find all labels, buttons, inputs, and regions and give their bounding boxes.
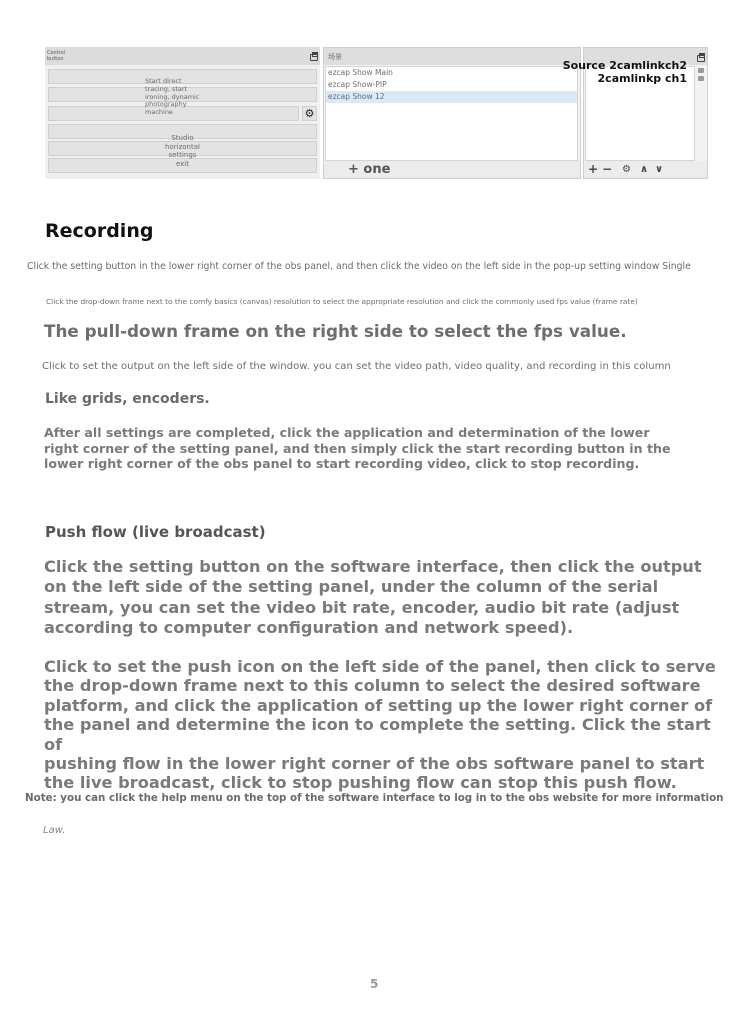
sources-toolbar <box>584 161 707 178</box>
virtual-camera-settings-button[interactable] <box>302 106 317 121</box>
recording-step-3: The pull-down frame on the right side to select the fps value. <box>44 321 627 341</box>
add-source-icon[interactable]: + <box>588 162 599 176</box>
gear-icon: ⚙ <box>304 107 315 120</box>
scene-item-selected[interactable]: ezcap Show 12 <box>326 91 577 103</box>
scenes-toolbar <box>324 161 580 178</box>
push-flow-heading: Push flow (live broadcast) <box>45 523 266 541</box>
recording-step-1: Click the setting button in the lower right corner of the obs panel, and then click the video on the left side in the pop-up setting window Single <box>27 261 691 272</box>
recording-heading: Recording <box>45 220 154 242</box>
page-number: 5 <box>370 977 379 991</box>
recording-step-4: Click to set the output on the left side of the window. you can set the video path, video quality, and recording in this column <box>42 361 671 372</box>
recording-step-2: Click the drop-down frame next to the comfy basics (canvas) resolution to select the appropriate resolution and click the commonly used fps value (frame rate) <box>46 297 638 306</box>
source-settings-icon[interactable]: ⚙ <box>622 164 631 175</box>
obs-screenshot <box>45 47 708 179</box>
studio-buttons-labels: Studio horizontal settings exit <box>165 134 200 168</box>
control-panel-header <box>45 47 320 65</box>
undock-icon[interactable] <box>697 55 705 62</box>
scene-item[interactable]: ezcap Show Main <box>328 68 393 77</box>
sources-label: Source 2camlinkch2 2camlinkp ch1 <box>562 59 687 85</box>
scenes-panel-title: 场景 <box>324 48 580 65</box>
scenes-list <box>325 66 578 161</box>
undock-icon[interactable] <box>310 54 318 61</box>
note-text: Note: you can click the help menu on the top of the software interface to log in to the obs website for more information <box>25 792 724 804</box>
law-text: Law. <box>43 825 66 836</box>
add-scene-button[interactable]: + one <box>348 162 391 177</box>
push-flow-paragraph-1: Click the setting button on the software interface, then click the output on the left side of the setting panel, under the column of the serial stream, you can set the video bit rate, encoder, audio bit rate (adjust according to computer configuration and network speed). <box>44 557 702 637</box>
remove-source-icon[interactable]: − <box>602 162 613 176</box>
lock-icon[interactable] <box>698 68 704 88</box>
recording-step-5: Like grids, encoders. <box>45 391 210 407</box>
scenes-panel <box>323 47 581 179</box>
scene-item[interactable]: ezcap Show-PIP <box>328 80 387 89</box>
recording-step-6: After all settings are completed, click the application and determination of the lower right corner of the setting panel, and then simply click the start recording button in the lower right corner of the obs panel to start recording video, click to stop recording. <box>44 425 671 471</box>
push-flow-paragraph-2: Click to set the push icon on the left side of the panel, then click to serve the drop-down frame next to this column to select the desired software platform, and click the application of setting up the lower right corner of the panel and determine the icon to complete the setting. Click the start of pushing flow in the lower right corner of the obs software panel to start the live broadcast, click to stop pushing flow can stop this push flow. <box>44 657 716 793</box>
start-buttons-labels: Start direct tracing, start ironing, dynamic photography machine <box>145 77 200 117</box>
control-panel <box>45 47 320 179</box>
sources-panel <box>562 47 708 179</box>
move-up-icon[interactable]: ∧ <box>640 164 649 175</box>
move-down-icon[interactable]: ∨ <box>655 164 664 175</box>
control-panel-title: Control button <box>47 50 66 62</box>
